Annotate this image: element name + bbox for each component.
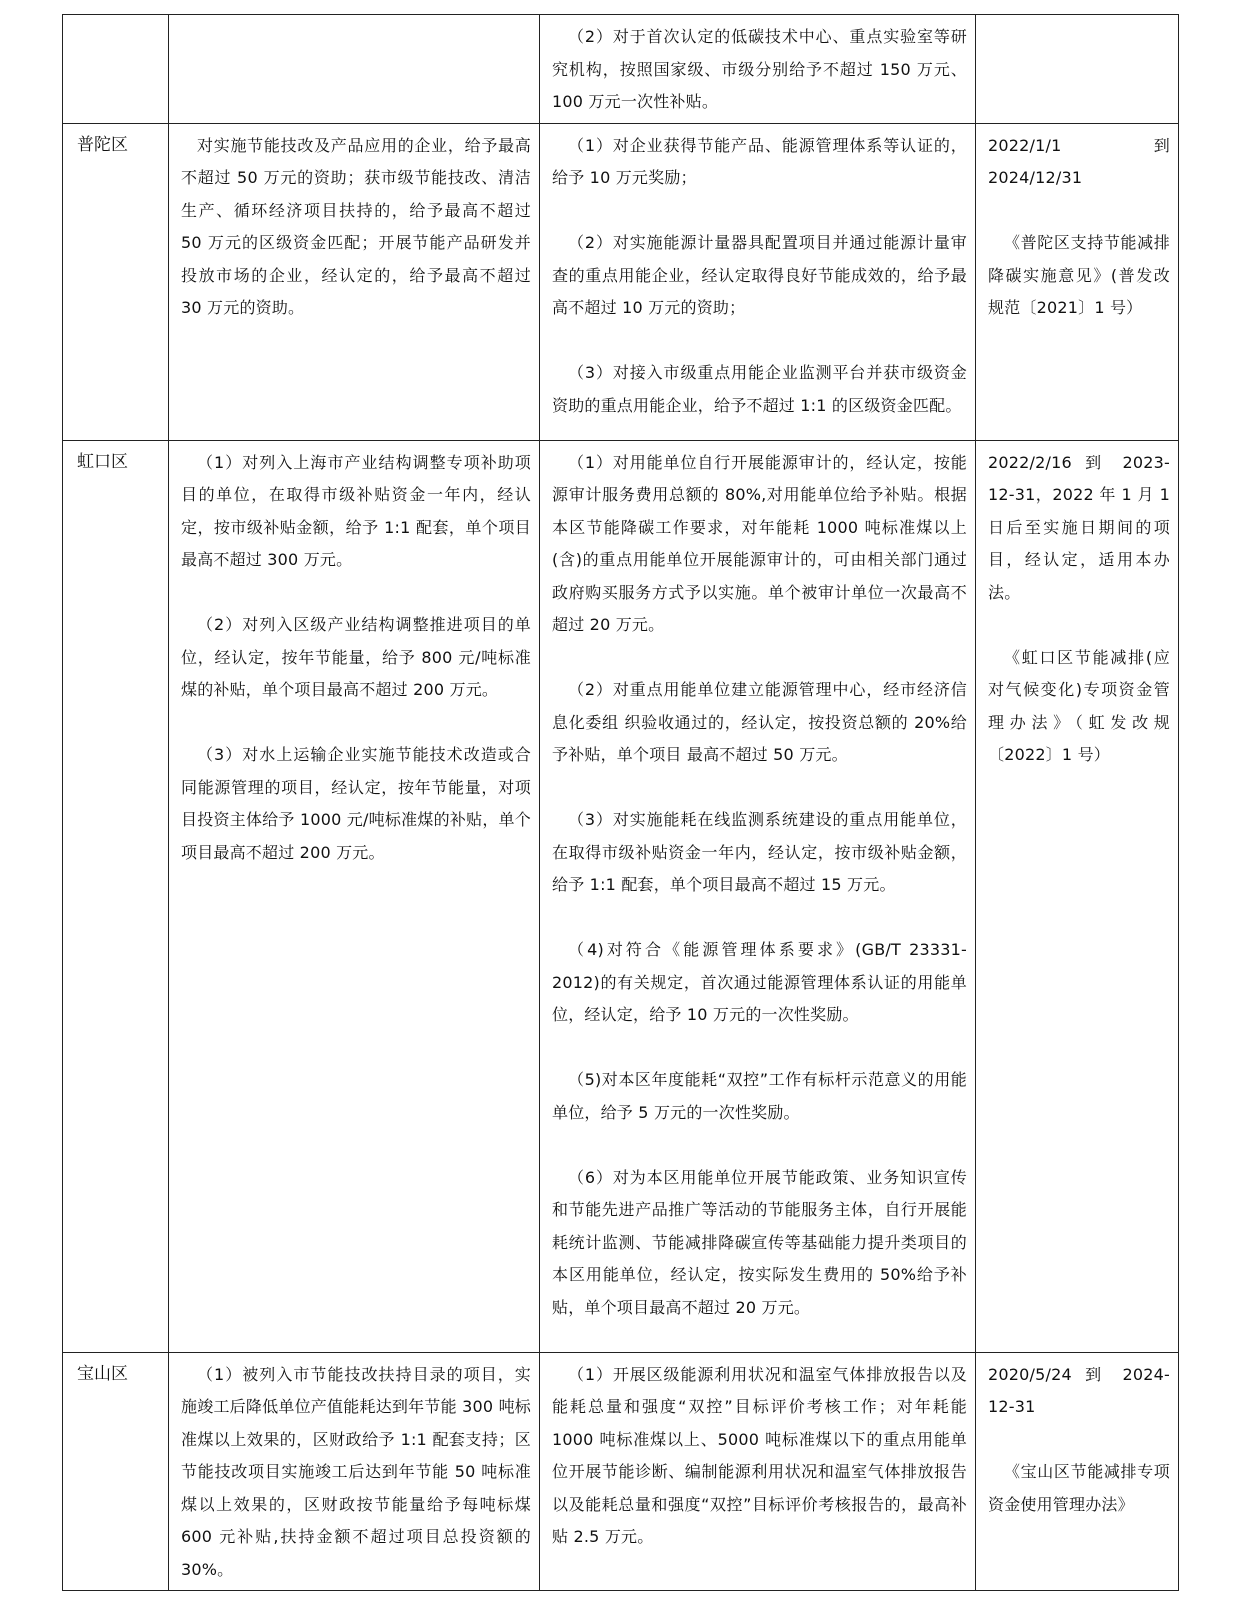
district-policy-item: （2）对于首次认定的低碳技术中心、重点实验室等研究机构，按照国家级、市级分别给予不超过 150 万元、100 万元一次性补贴。	[552, 27, 967, 111]
district-policy-item: （1）对企业获得节能产品、能源管理体系等认证的，给予 10 万元奖励；	[552, 135, 967, 187]
city-policy-item: （2）对列入区级产业结构调整推进项目的单位，经认定，按年节能量，给予 800 元/吨标准煤的补贴，单个项目最高不超过 200 万元。	[181, 615, 531, 699]
district-cell	[63, 440, 169, 1352]
policy-document: 《宝山区节能减排专项资金使用管理办法》	[988, 1462, 1170, 1514]
district-cell	[63, 123, 169, 440]
table-row	[63, 440, 1179, 1352]
city-policy-cell	[169, 15, 540, 124]
district-name: 普陀区	[77, 134, 128, 155]
district-name: 宝山区	[77, 1363, 128, 1384]
effective-period: 2022/2/16 到 2023-12-31，2022 年 1 月 1 日后至实施日期间的项目，经认定，适用本办法。	[988, 452, 1170, 602]
effective-period: 2022/1/1 到 2024/12/31	[988, 135, 1170, 187]
district-policy-item: （2）对实施能源计量器具配置项目并通过能源计量审查的重点用能企业，经认定取得良好节能成效的，给予最高不超过 10 万元的资助；	[552, 233, 967, 317]
district-policy-item: （4)对符合《能源管理体系要求》(GB/T 23331-2012)的有关规定，首次通过能源管理体系认证的用能单位，经认定，给予 10 万元的一次性奖励。	[552, 940, 967, 1024]
district-policy-item: （6）对为本区用能单位开展节能政策、业务知识宣传和节能先进产品推广等活动的节能服务主体，自行开展能耗统计监测、节能减排降碳宣传等基础能力提升类项目的本区用能单位，经认定，按实际发生费用的 50%给予补贴，单个项目最高不超过 20 万元。	[552, 1167, 967, 1317]
city-policy-item: （1）对列入上海市产业结构调整专项补助项目的单位，在取得市级补贴资金一年内，经认定，按市级补贴金额，给予 1:1 配套，单个项目最高不超过 300 万元。	[181, 452, 531, 569]
city-policy-cell	[169, 123, 540, 440]
city-policy-item: （1）被列入市节能技改扶持目录的项目，实施竣工后降低单位产值能耗达到年节能 300 吨标准煤以上效果的，区财政给予 1:1 配套支持；区节能技改项目实施竣工后达到年节能 50 吨标准煤以上效果的，区财政按节能量给予每吨标煤 600 元补贴,扶持金额不超过项目总投资额的 30%。	[181, 1364, 531, 1579]
policy-document: 《虹口区节能减排(应对气候变化)专项资金管理办法》（虹发改规〔2022〕1 号）	[988, 647, 1170, 764]
table-row	[63, 1352, 1179, 1591]
district-policy-cell	[540, 440, 976, 1352]
city-policy-cell	[169, 1352, 540, 1591]
city-policy-item: 对实施节能技改及产品应用的企业，给予最高不超过 50 万元的资助；获市级节能技改、清洁生产、循环经济项目扶持的，给予最高不超过 50 万元的区级资金匹配；开展节能产品研发并投放市场的企业，经认定的，给予最高不超过 30 万元的资助。	[181, 135, 531, 317]
policy-table	[62, 14, 1179, 1591]
period-cell	[976, 1352, 1179, 1591]
district-policy-cell	[540, 123, 976, 440]
effective-period: 2020/5/24 到 2024-12-31	[988, 1364, 1170, 1416]
district-policy-item: （5)对本区年度能耗“双控”工作有标杆示范意义的用能单位，给予 5 万元的一次性奖励。	[552, 1070, 967, 1122]
district-name	[63, 15, 168, 20]
district-policy-item: （3）对实施能耗在线监测系统建设的重点用能单位，在取得市级补贴资金一年内，经认定，按市级补贴金额，给予 1:1 配套，单个项目最高不超过 15 万元。	[552, 810, 967, 894]
district-policy-item: （3）对接入市级重点用能企业监测平台并获市级资金资助的重点用能企业，给予不超过 1:1 的区级资金匹配。	[552, 363, 967, 415]
district-cell	[63, 15, 169, 124]
district-name: 虹口区	[77, 451, 128, 472]
table-row	[63, 123, 1179, 440]
table-row	[63, 15, 1179, 124]
district-policy-cell	[540, 15, 976, 124]
city-policy-item: （3）对水上运输企业实施节能技术改造或合同能源管理的项目，经认定，按年节能量，对项目投资主体给予 1000 元/吨标准煤的补贴，单个项目最高不超过 200 万元。	[181, 745, 531, 862]
period-cell	[976, 15, 1179, 124]
city-policy-cell	[169, 440, 540, 1352]
district-policy-item: （1）开展区级能源利用状况和温室气体排放报告以及能耗总量和强度“双控”目标评价考核工作；对年耗能 1000 吨标准煤以上、5000 吨标准煤以下的重点用能单位开展节能诊断、编制能源利用状况和温室气体排放报告以及能耗总量和强度“双控”目标评价考核报告的，最高补贴 2.5 万元。	[552, 1364, 967, 1546]
period-cell	[976, 440, 1179, 1352]
period-cell	[976, 123, 1179, 440]
district-policy-cell	[540, 1352, 976, 1591]
district-cell	[63, 1352, 169, 1591]
policy-document: 《普陀区支持节能减排降碳实施意见》(普发改规范〔2021〕1 号）	[988, 233, 1170, 317]
district-policy-item: （1）对用能单位自行开展能源审计的，经认定，按能源审计服务费用总额的 80%,对用能单位给予补贴。根据本区节能降碳工作要求，对年能耗 1000 吨标准煤以上(含)的重点用能单位开展能源审计的，可由相关部门通过政府购买服务方式予以实施。单个被审计单位一次最高不超过 20 万元。	[552, 452, 967, 634]
district-policy-item: （2）对重点用能单位建立能源管理中心，经市经济信息化委组 织验收通过的，经认定，按投资总额的 20%给予补贴，单个项目 最高不超过 50 万元。	[552, 680, 967, 764]
